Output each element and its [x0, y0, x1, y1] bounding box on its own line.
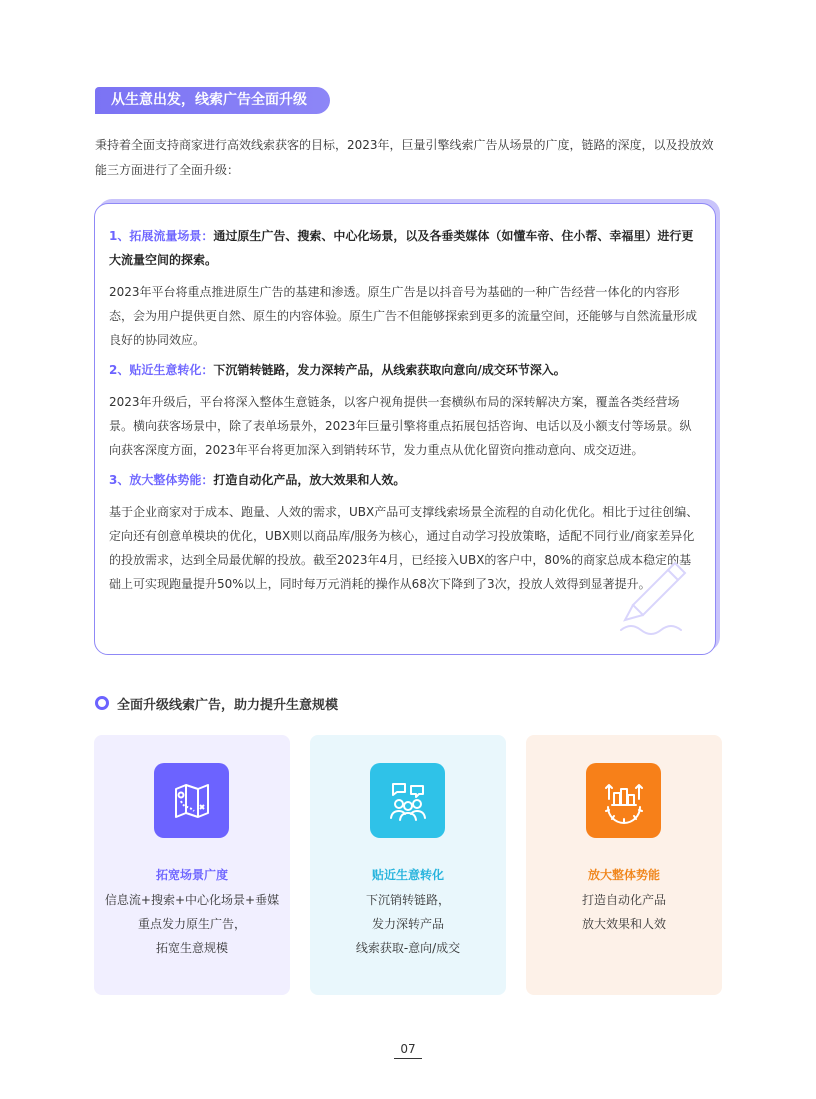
point-1-headline: 通过原生广告、搜索、中心化场景，以及各垂类媒体（如懂车帝、住小帮、幸福里）进行更大流量空间的探索。 [109, 229, 694, 267]
factory-gear-icon [586, 763, 661, 838]
point-2-heading [109, 358, 701, 382]
feature-scene-line-1: 信息流+搜索+中心化场景+垂媒 [104, 893, 280, 907]
intro-paragraph: 秉持着全面支持商家进行高效线索获客的目标，2023年，巨量引擎线索广告从场景的广度，链路的深度，以及投放效能三方面进行了全面升级： [95, 138, 714, 177]
team-chat-icon [370, 763, 445, 838]
sub-heading-text: 全面升级线索广告，助力提升生意规模 [117, 697, 339, 713]
feature-conversion-line-3: 线索获取-意向/成交 [355, 941, 461, 955]
feature-scene-line-2: 重点发力原生广告， [137, 917, 246, 931]
point-1-heading [109, 224, 701, 272]
point-1-body: 2023年平台将重点推进原生广告的基建和渗透。原生广告是以抖音号为基础的一种广告经营一体化的内容形态，会为用户提供更自然、原生的内容体验。原生广告不但能够探索到更多的流量空间，还能够与自然流量形成良好的协同效应。 [109, 285, 698, 347]
point-2-headline: 下沉销转链路，发力深转产品，从线索获取向意向/成交环节深入。 [213, 363, 566, 377]
point-3-label: 3、放大整体势能： [109, 473, 214, 487]
feature-scene-line-3: 拓宽生意规模 [155, 941, 228, 955]
feature-card-conversion [310, 735, 506, 995]
page-number: 07 [394, 1040, 422, 1059]
pen-decoration-icon [613, 550, 693, 640]
feature-card-momentum [526, 735, 722, 995]
point-1-label: 1、拓展流量场景： [109, 229, 214, 243]
section-title: 从生意出发，线索广告全面升级 [95, 87, 330, 114]
point-2-label: 2、贴近生意转化： [109, 363, 214, 377]
ring-bullet-icon [95, 696, 109, 710]
feature-momentum-title: 放大整体势能 [587, 868, 660, 882]
feature-card-scene [94, 735, 290, 995]
sub-heading [95, 693, 338, 713]
feature-scene-title: 拓宽场景广度 [155, 868, 228, 882]
point-3-body: 基于企业商家对于成本、跑量、人效的需求，UBX产品可支撑线索场景全流程的自动化优化。相比于过往创编、定向还有创意单模块的优化，UBX则以商品库/服务为核心，通过自动学习投放策略，适配不同行业/商家差异化的投放需求，达到全局最优解的投放。截至2023年4月，已经接入UBX的客户中，80%的商家总成本稳定的基础上可实现跑量提升50%以上，同时每万元消耗的操作从68次下降到了3次，投放人效得到显著提升。 [109, 505, 699, 591]
point-3-heading [109, 468, 701, 492]
map-icon [154, 763, 229, 838]
point-3-headline: 打造自动化产品，放大效果和人效。 [213, 473, 406, 487]
feature-conversion-line-2: 发力深转产品 [371, 917, 444, 931]
feature-momentum-line-2: 放大效果和人效 [581, 917, 666, 931]
point-2-body: 2023年升级后，平台将深入整体生意链条，以客户视角提供一套横纵布局的深转解决方案，覆盖各类经营场景。横向获客场景中，除了表单场景外，2023年巨量引擎将重点拓展包括咨询、电话以及小额支付等场景。纵向获客深度方面，2023年平台将更加深入到销转环节，发力重点从优化留资向推动意向、成交迈进。 [109, 395, 692, 457]
feature-conversion-line-1: 下沉销转链路， [365, 893, 450, 907]
upgrade-points-card [94, 203, 716, 655]
feature-conversion-title: 贴近生意转化 [371, 868, 444, 882]
feature-momentum-line-1: 打造自动化产品 [581, 893, 666, 907]
